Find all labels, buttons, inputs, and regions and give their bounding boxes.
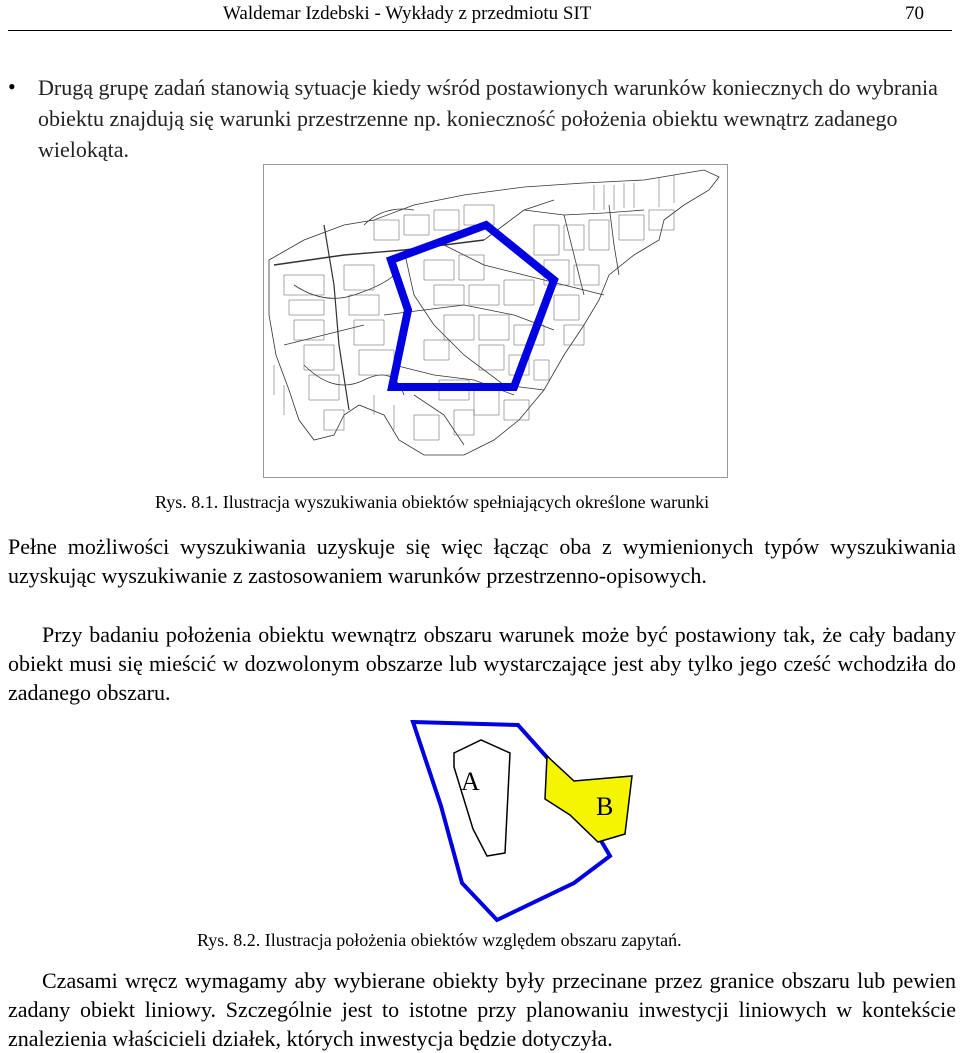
figure1-caption: Rys. 8.1. Ilustracja wyszukiwania obiektów spełniających określone warunki (155, 492, 710, 512)
parcel-blocks (274, 175, 674, 440)
bullet-text: Drugą grupę zadań stanowią sytuacje kiedy wśród postawionych warunków koniecznych do wybrania obiektu znajdują się warunki przestrzenne np. konieczność położenia obiektu wewnątrz zadanego wielokąta. (38, 75, 938, 162)
bullet-icon: • (8, 74, 16, 99)
object-a-label: A (461, 767, 480, 796)
header-title: Waldemar Izdebski - Wykłady z przedmiotu SIT (223, 3, 592, 24)
page-header (8, 0, 952, 31)
figure2-caption: Rys. 8.2. Ilustracja położenia obiektów względem obszaru zapytań. (197, 930, 682, 950)
paragraph-position-conditions: Przy badaniu położenia obiektu wewnątrz obszaru warunek może być postawiony tak, że cały badany obiekt musi się mieścić w dozwolonym obszarze lub wystarczające jest aby tylko jego cześć wchodziła do zadanego obszaru. (8, 622, 956, 705)
query-area-figure (400, 720, 650, 925)
query-area-diagram (400, 720, 650, 925)
cadastral-map-image (264, 165, 727, 477)
bullet-paragraph (8, 72, 956, 165)
cadastral-map-figure (263, 164, 728, 478)
object-b-label: B (596, 792, 614, 821)
query-polygon (391, 225, 554, 387)
page-number: 70 (905, 3, 924, 24)
paragraph-search-types: Pełne możliwości wyszukiwania uzyskuje się więc łącząc oba z wymienionych typów wyszukiwania uzyskując wyszukiwanie z zastosowaniem warunków przestrzenno-opisowych. (8, 534, 956, 588)
paragraph-linear-investments: Czasami wręcz wymagamy aby wybierane obiekty były przecinane przez granice obszaru lub pewien zadany obiekt liniowy. Szczególnie jest to istotne przy planowaniu inwestycji liniowych w kontekście znalezienia właścicieli działek, których inwestycja będzie dotyczyła. (8, 968, 956, 1051)
